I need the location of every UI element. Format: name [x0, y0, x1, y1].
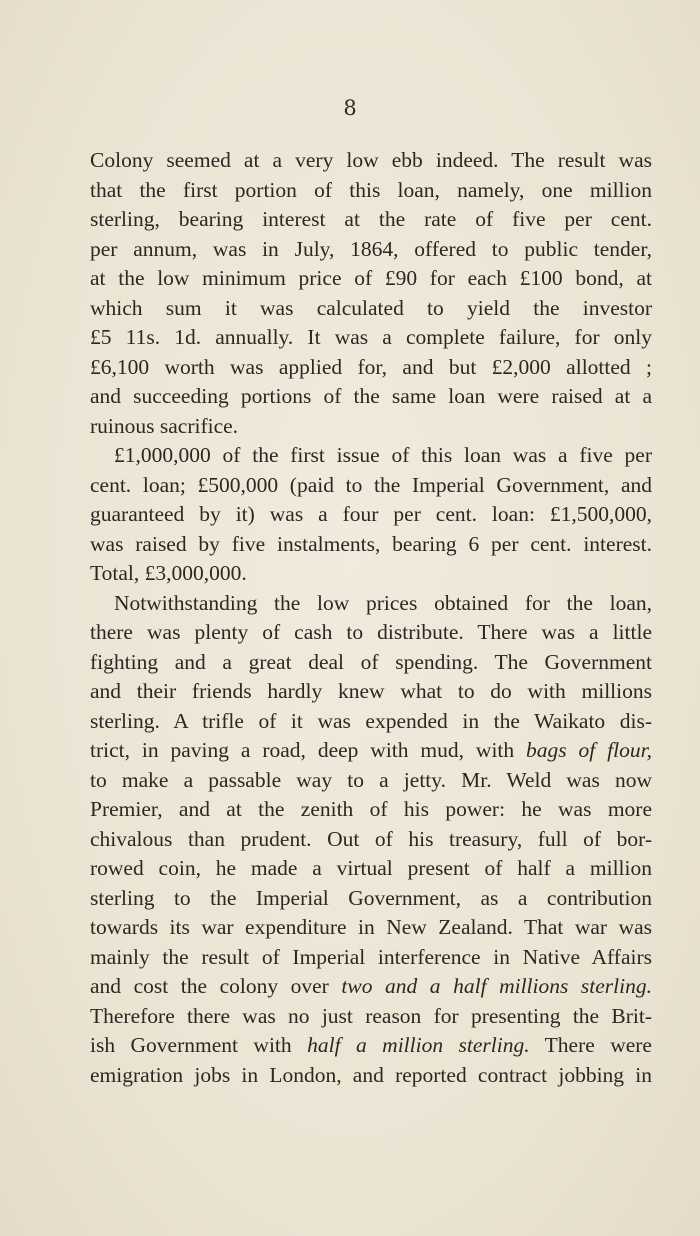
text-line — [90, 1002, 652, 1032]
text-segment: Notwithstanding the low prices obtained for the loan, — [114, 590, 652, 615]
text-segment: emigration jobs in London, and reported contract jobbing in — [90, 1062, 652, 1087]
text-segment: trict, in paving a road, deep with mud, with — [90, 738, 527, 762]
text-line — [90, 205, 652, 235]
text-line — [90, 854, 652, 884]
text-line — [90, 559, 652, 589]
text-segment: Therefore there was no just reason for presenting the Brit- — [90, 1003, 652, 1028]
text-line — [90, 412, 652, 442]
text-line — [90, 530, 652, 560]
text-segment: and their friends hardly knew what to do with millions — [90, 679, 652, 703]
text-line — [90, 235, 652, 265]
text-segment: ruinous sacrifice. — [90, 413, 239, 438]
text-line — [90, 146, 652, 176]
text-line — [90, 1061, 652, 1091]
italic-text: two and a half millions sterling. — [341, 974, 652, 998]
text-line — [90, 441, 652, 471]
text-segment: £6,100 worth was applied for, and but £2,000 allotted ; — [90, 354, 652, 379]
page-number: 8 — [343, 96, 357, 120]
text-line — [90, 264, 652, 294]
text-line — [90, 176, 652, 206]
text-line — [90, 707, 652, 737]
text-line — [90, 1031, 652, 1061]
text-segment: Premier, and at the zenith of his power: he was more — [90, 797, 652, 821]
text-segment: at the low minimum price of £90 for each £100 bond, at — [90, 266, 652, 290]
text-segment: per annum, was in July, 1864, offered to public tender, — [90, 236, 652, 261]
text-line — [90, 618, 652, 648]
text-segment: that the first portion of this loan, namely, one million — [90, 177, 652, 202]
text-segment: mainly the result of Imperial interference in Native Affairs — [90, 944, 652, 969]
italic-text: bags of flour, — [526, 738, 652, 762]
text-segment: sterling, bearing interest at the rate of five per cent. — [90, 207, 652, 231]
text-line — [90, 943, 652, 973]
text-segment: was raised by five instalments, bearing 6 per cent. interest. — [90, 531, 652, 556]
text-segment: and cost the colony over — [90, 974, 342, 998]
text-segment: guaranteed by it) was a four per cent. loan: £1,500,000, — [90, 502, 652, 526]
text-line — [90, 500, 652, 530]
text-segment: which sum it was calculated to yield the investor — [90, 295, 652, 320]
text-line — [90, 884, 652, 914]
text-line — [90, 795, 652, 825]
text-line — [90, 825, 652, 855]
text-segment: There were — [529, 1033, 652, 1057]
text-line — [90, 589, 652, 619]
text-line — [90, 294, 652, 324]
text-segment: Colony seemed at a very low ebb indeed. The result was — [90, 148, 652, 172]
text-line — [90, 736, 652, 766]
text-line — [90, 766, 652, 796]
text-segment: £1,000,000 of the first issue of this loan was a five per — [114, 443, 652, 467]
text-segment: chivalous than prudent. Out of his treasury, full of bor- — [90, 826, 652, 851]
text-segment: rowed coin, he made a virtual present of half a million — [90, 856, 652, 880]
text-segment: Total, £3,000,000. — [90, 561, 247, 585]
text-segment: sterling. A trifle of it was expended in the Waikato dis- — [90, 708, 652, 733]
text-line — [90, 648, 652, 678]
text-line — [90, 323, 652, 353]
text-line — [90, 353, 652, 383]
text-line — [90, 677, 652, 707]
text-line — [90, 471, 652, 501]
text-segment: ish Government with — [90, 1033, 308, 1057]
text-line — [90, 382, 652, 412]
text-segment: cent. loan; £500,000 (paid to the Imperial Government, and — [90, 472, 652, 497]
text-segment: £5 11s. 1d. annually. It was a complete failure, for only — [90, 325, 652, 349]
text-line — [90, 913, 652, 943]
text-segment: and succeeding portions of the same loan were raised at a — [90, 384, 652, 408]
text-line — [90, 972, 652, 1002]
text-segment: to make a passable way to a jetty. Mr. Weld was now — [90, 767, 652, 792]
text-segment: sterling to the Imperial Government, as a contribution — [90, 885, 652, 910]
text-segment: there was plenty of cash to distribute. There was a little — [90, 620, 652, 644]
text-segment: fighting and a great deal of spending. The Government — [90, 649, 652, 674]
body-text — [90, 146, 652, 1090]
italic-text: half a million sterling. — [307, 1033, 530, 1057]
text-segment: towards its war expenditure in New Zealand. That war was — [90, 915, 652, 939]
